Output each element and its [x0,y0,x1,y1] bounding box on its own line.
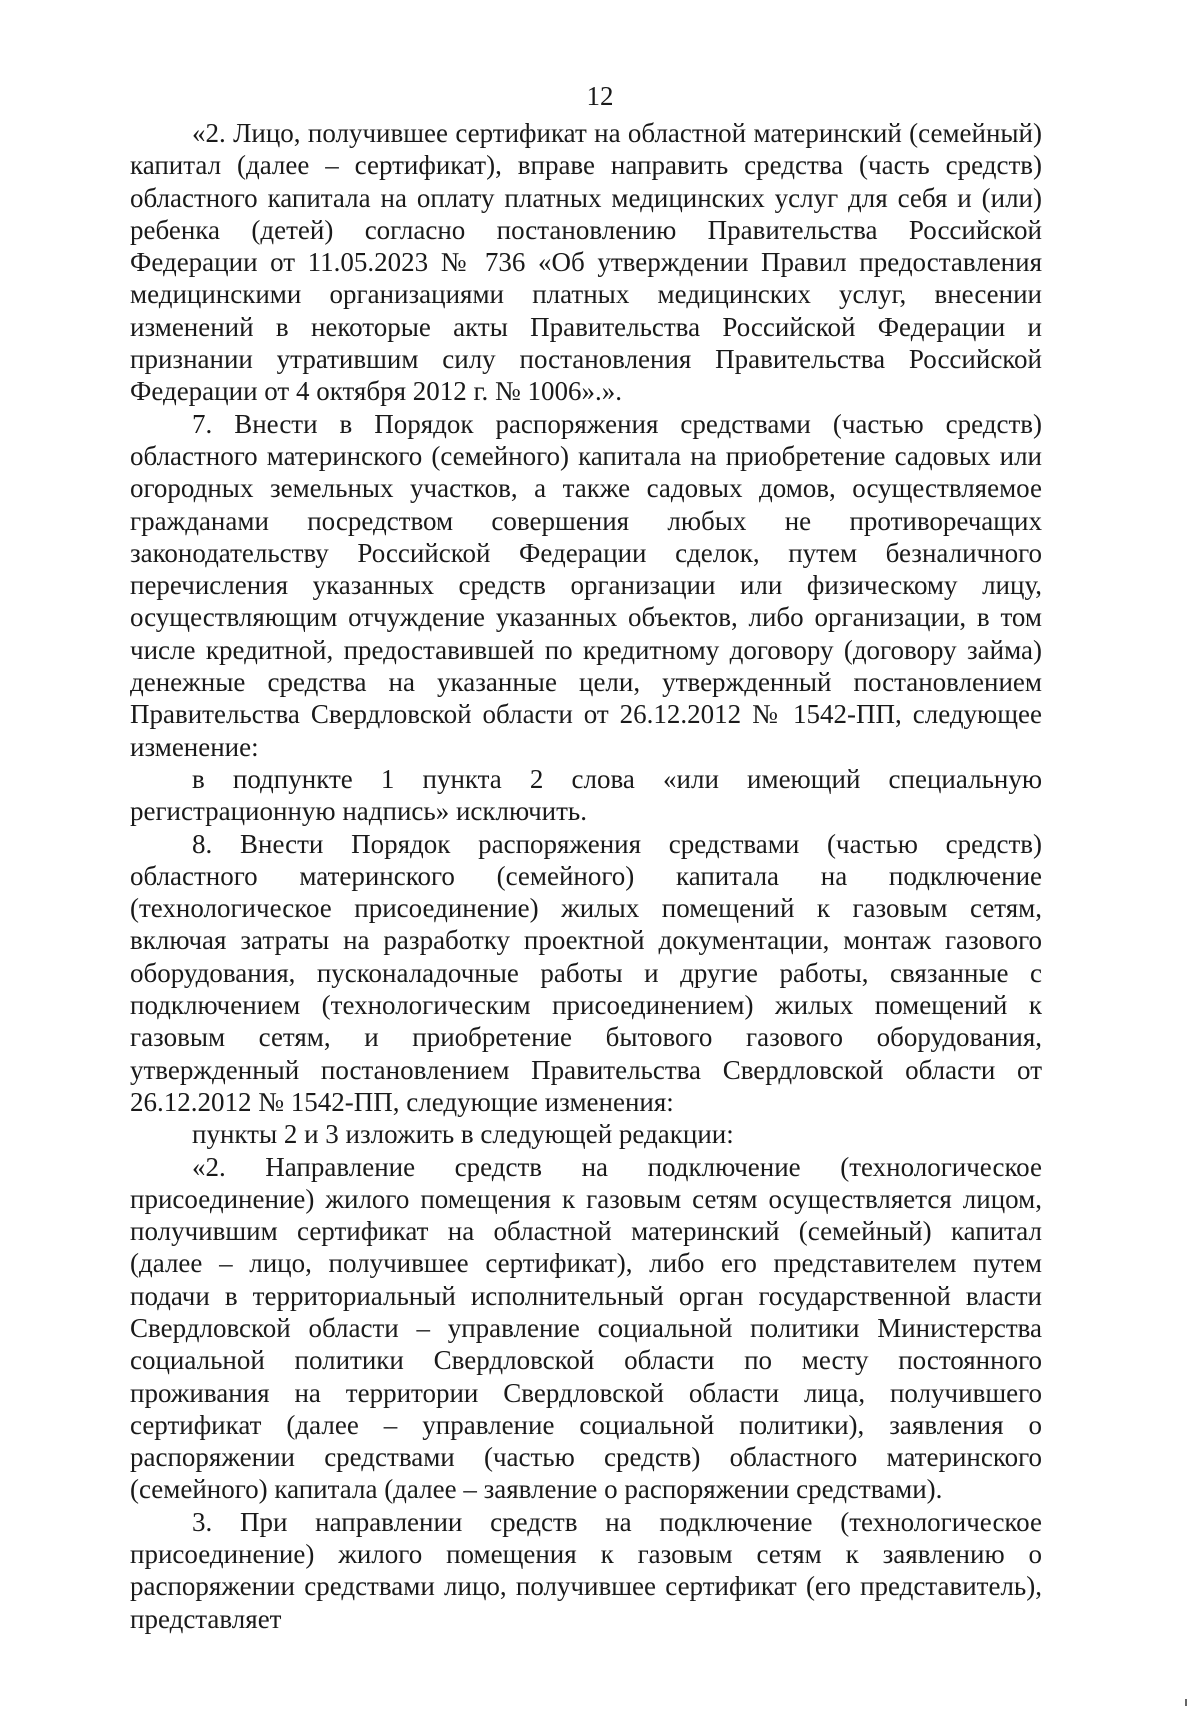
paragraph-certificate-medical-services: «2. Лицо, получившее сертификат на областной материнский (семейный) капитал (далее – сертификат), вправе направить средства (часть средств) областного капитала на оплату платных медицинских услуг для себя и (или) ребенка (детей) согласно постановлению Правительства Российской Федерации от 11.05.2023 № 736 «Об утверждении Правил предоставления медицинскими организациями платных медицинских услуг, внесении изменений в некоторые акты Правительства Российской Федерации и признании утратившим силу постановления Правительства Российской Федерации от 4 октября 2012 г. № 1006».». [130,118,1042,407]
paragraph-item-7: 7. Внести в Порядок распоряжения средствами (частью средств) областного материнского (семейного) капитала на приобретение садовых или огородных земельных участков, а также садовых домов, осуществляемое гражданами посредством совершения любых не противоречащих законодательству Российской Федерации сделок, путем безналичного перечисления указанных средств организации или физическому лицу, осуществляющим отчуждение указанных объектов, либо организации, в том числе кредитной, предоставившей по кредитному договору (договору займа) денежные средства на указанные цели, утвержденный постановлением Правительства Свердловской области от 26.12.2012 № 1542-ПП, следующее изменение: [130,408,1042,762]
paragraph-item-7-amendment: в подпункте 1 пункта 2 слова «или имеющий специальную регистрационную надпись» исключить. [130,763,1042,827]
paragraph-new-clause-3: 3. При направлении средств на подключение (технологическое присоединение) жилого помещения к газовым сетям к заявлению о распоряжении средствами лицо, получившее сертификат (его представитель), представляет [130,1506,1042,1634]
paragraph-new-clause-2: «2. Направление средств на подключение (технологическое присоединение) жилого помещения к газовым сетям осуществляется лицом, получившим сертификат на областной материнский (семейный) капитал (далее – лицо, получившее сертификат), либо его представителем путем подачи в территориальный исполнительный орган государственной власти Свердловской области – управление социальной политики Министерства социальной политики Свердловской области по месту постоянного проживания на территории Свердловской области лица, получившего сертификат (далее – управление социальной политики), заявления о распоряжении средствами (частью средств) областного материнского (семейного) капитала (далее – заявление о распоряжении средствами). [130,1151,1042,1505]
paragraph-item-8-instruction: пункты 2 и 3 изложить в следующей редакции: [192,1119,734,1150]
document-body [130,117,1042,1635]
paragraph-item-8: 8. Внести Порядок распоряжения средствами (частью средств) областного материнского (семейного) капитала на подключение (технологическое присоединение) жилых помещений к газовым сетям, включая затраты на разработку проектной документации, монтаж газового оборудования, пусконаладочные работы и другие работы, связанные с подключением (технологическим присоединением) жилых помещений к газовым сетям, и приобретение бытового газового оборудования, утвержденный постановлением Правительства Свердловской области от 26.12.2012 № 1542-ПП, следующие изменения: [130,828,1042,1117]
scan-edge-mark [1185,1699,1187,1706]
page-number: 12 [586,81,614,111]
